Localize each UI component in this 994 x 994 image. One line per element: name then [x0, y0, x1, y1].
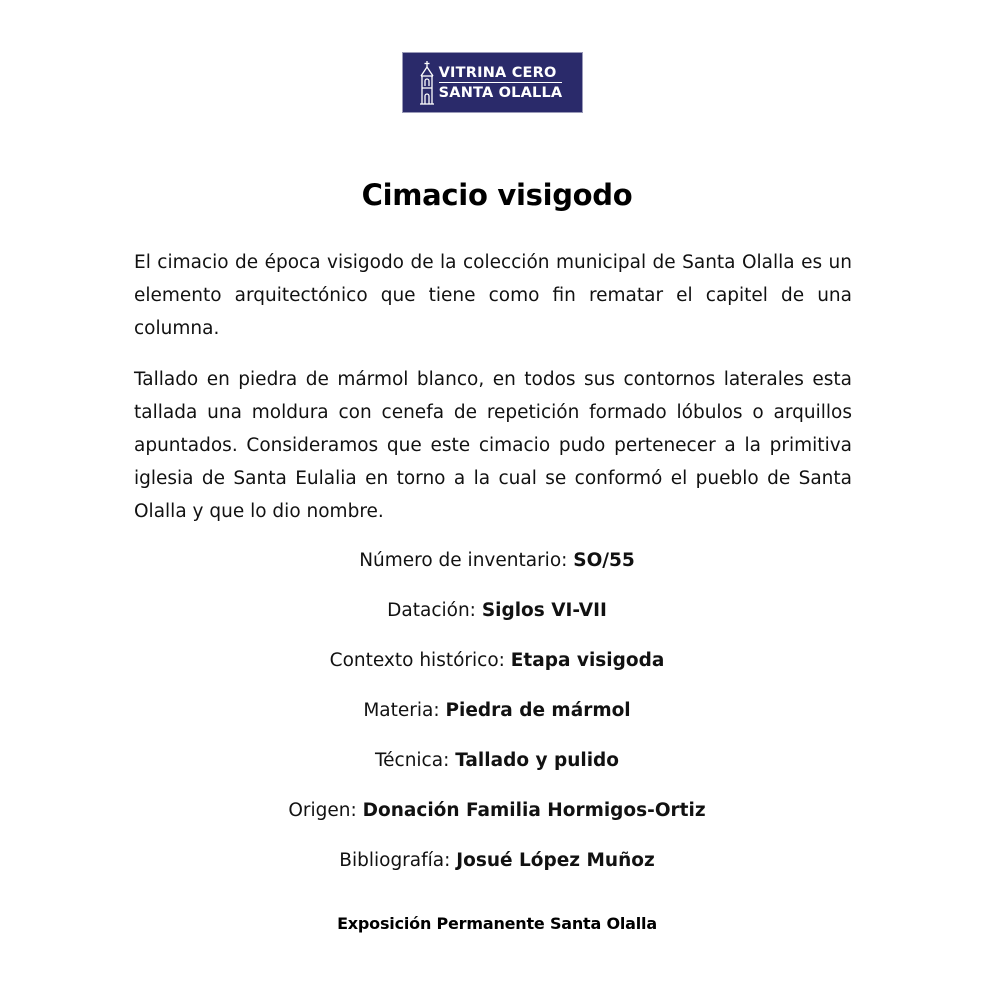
- logo-inner: [417, 60, 563, 106]
- field-dating: [0, 594, 994, 644]
- field-label: Contexto histórico:: [329, 650, 511, 671]
- field-label: Técnica:: [374, 750, 456, 771]
- field-label: Número de inventario:: [359, 550, 574, 571]
- metadata-list: [0, 544, 994, 894]
- field-value: Josué López Muñoz: [456, 850, 655, 871]
- field-material: [0, 694, 994, 744]
- logo-line-1: VITRINA CERO: [439, 65, 563, 83]
- field-value: SO/55: [573, 550, 635, 571]
- page-title: Cimacio visigodo: [361, 178, 633, 212]
- field-bibliography: [0, 844, 994, 894]
- logo-text: [439, 65, 563, 101]
- tower-icon: [417, 60, 437, 106]
- field-label: Materia:: [363, 700, 446, 721]
- footer-exhibition: Exposición Permanente Santa Olalla: [337, 914, 657, 933]
- logo-line-2: SANTA OLALLA: [438, 84, 563, 101]
- description-paragraph-1: El cimacio de época visigodo de la colección municipal de Santa Olalla es un elemento arquitectónico que tiene como fin rematar el capitel de una columna.: [134, 252, 852, 339]
- field-historical-context: [0, 644, 994, 694]
- field-label: Origen:: [288, 800, 363, 821]
- field-value: Donación Familia Hormigos-Ortiz: [362, 800, 706, 821]
- logo: [402, 52, 583, 113]
- field-value: Piedra de mármol: [445, 700, 631, 721]
- field-value: Etapa visigoda: [510, 650, 665, 671]
- field-inventory-number: [0, 544, 994, 594]
- field-value: Siglos VI-VII: [481, 600, 607, 621]
- field-origin: [0, 794, 994, 844]
- field-label: Datación:: [387, 600, 482, 621]
- field-technique: [0, 744, 994, 794]
- field-label: Bibliografía:: [339, 850, 457, 871]
- field-value: Tallado y pulido: [455, 750, 620, 771]
- description-paragraph-2: Tallado en piedra de mármol blanco, en todos sus contornos laterales esta tallada una moldura con cenefa de repetición formado lóbulos o arquillos apuntados. Consideramos que este cimacio pudo pertenecer a la primitiva iglesia de Santa Eulalia en torno a la cual se conformó el pueblo de Santa Olalla y que lo dio nombre.: [134, 369, 852, 522]
